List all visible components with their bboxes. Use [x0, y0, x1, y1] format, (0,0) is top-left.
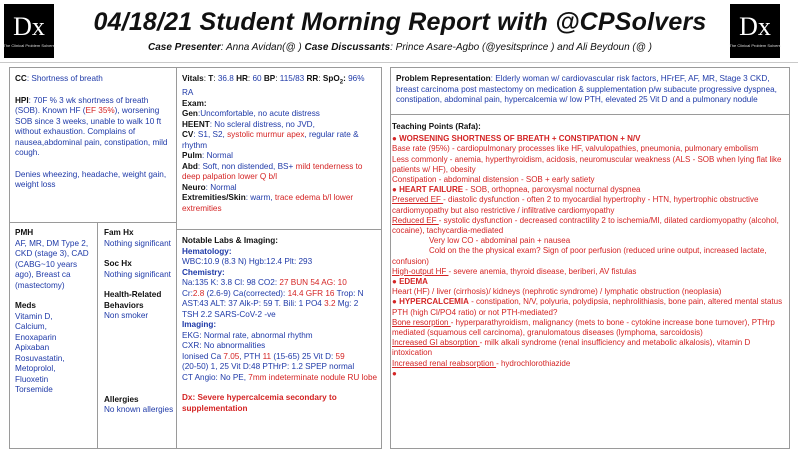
tp-hypercalcemia-heading: ● HYPERCALCEMIA - constipation, N/V, polyuria, polydipsia, nephrolithiasis, bone pain, altered mental status: [392, 297, 783, 307]
imaging-cxr: CXR: No abnormalities: [182, 341, 266, 350]
problem-representation: [396, 74, 786, 106]
pmh-fam-divider: [97, 222, 98, 449]
calcium-pth-line: Ionised Ca 7.05, PTH 11 (15-65) 25 Vit D: 59: [182, 351, 345, 361]
tp-cold-exam: Cold on the the physical exam? Sign of poor perfusion (reduced urine output, increased lactate, confusion): [392, 246, 767, 266]
labs-imaging-panel: [182, 236, 378, 414]
tp-pth-question: PTH (high Cl/PO4 ratio) or not PTH-mediated?: [392, 307, 558, 317]
column-divider-left: [176, 67, 177, 449]
tp-low-co: Very low CO - abdominal pain + nausea: [429, 236, 571, 246]
logo-text: Dx: [13, 12, 45, 41]
diagnosis: Dx: Severe hypercalcemia secondary to supplementation: [182, 393, 337, 413]
med-item: Apixaban: [15, 343, 50, 352]
tp-gi-absorption: Increased GI absorption - milk alkali syndrome (renal insufficiency and metabolic alkalosis), vitamin D intoxication: [392, 338, 751, 358]
allergies-value: No known allergies: [104, 405, 174, 414]
health-behaviors-value: Non smoker: [104, 311, 149, 320]
cc-hpi-panel: [15, 74, 171, 191]
cc-pmh-divider: [9, 222, 176, 223]
chemistry-line-4: TSH 2.2 SARS-CoV-2 -ve: [182, 309, 276, 319]
labs-heading: Notable Labs & Imaging:: [182, 236, 278, 245]
med-item: Rosuvastatin,: [15, 353, 65, 363]
med-item: Torsemide: [15, 385, 53, 394]
vitals: Vitals: T: 36.8 HR: 60 BP: 115/83 RR: SpO$_2$: 96% RA: [182, 74, 365, 98]
case-credits: Case Presenter: Anna Avidan(@ ) Case Discussants: Prince Asare-Agbo (@yesitsprince ) and Ali Beydoun (@ ): [147, 42, 653, 53]
exam-extremities: Extremities/Skin: warm, trace edema b/l lower extremities: [182, 193, 354, 213]
tp-high-output: High-output HF - severe anemia, thyroid disease, beriberi, AV fistulas: [392, 266, 637, 276]
chief-complaint: CC: Shortness of breath: [15, 74, 103, 83]
fam-hx-value: Nothing significant: [104, 238, 171, 248]
chemistry-line-3: AST:43 ALT: 37 Alk-P: 59 T. Bili: 1 PO4 3.2 Mg: 2: [182, 299, 359, 308]
med-item: Enoxaparin: [15, 332, 57, 342]
tp-edema-causes: Heart (HF) / liver (cirrhosis)/ kidneys (nephrotic syndrome) / lymphatic obstruction (neoplasia): [392, 287, 722, 297]
imaging-heading: Imaging:: [182, 320, 217, 329]
hpi: HPI: 70F % 3 wk shortness of breath (SOB). Known HF (EF 35%), worsening SOB since 3 weeks, unable to walk 10 ft without exhaustion. Complains of nausea,abdominal pain, constipation, mild cough.: [15, 95, 168, 157]
tp-hf-heading: ● HEART FAILURE - SOB, orthopnea, paroxysmal nocturnal dyspnea: [392, 185, 641, 195]
hpi-pertinent-negatives: Denies wheezing, headache, weight gain, weight loss: [15, 169, 167, 189]
hematology-values: WBC:10.9 (8.3 N) Hgb:12.4 Plt: 293: [182, 257, 313, 266]
meds-list: [15, 312, 95, 396]
chemistry-line-1: Na:135 K: 3.8 Cl: 98 CO2: 27 BUN 54 AG: 10: [182, 278, 347, 287]
chemistry-line-2: Cr:2.8 (2.6-9) Ca(corrected): 14.4 GFR 16 Trop: N: [182, 288, 364, 298]
exam-heading: Exam:: [182, 98, 207, 108]
pmh-panel: [15, 228, 95, 396]
tp-edema-heading: ● EDEMA: [392, 277, 428, 287]
exam-neuro: Neuro: Normal: [182, 182, 237, 192]
med-item: Fluoxetin: [15, 374, 49, 384]
tp-preserved-ef: Preserved EF - diastolic dysfunction - often 2 to myocardial hypertrophy - HTN, hypertrophic obstructive cardiomyopathy but also restrictive / infiltrative cardiomyopathy: [392, 195, 759, 215]
exam-heent: HEENT: No scleral distress, no JVD,: [182, 119, 315, 129]
tp-sob-base-rate: Base rate (95%) - cardiopulmonary processes like HF, valvulopathies, pneumonia, pulmonary embolism: [392, 144, 759, 154]
med-item: Metoprolol,: [15, 364, 56, 373]
problem-teaching-divider: [390, 114, 790, 115]
exam-cv: CV: S1, S2, systolic murmur apex, regular rate & rhythm: [182, 130, 359, 150]
vitals-labs-divider: [176, 229, 382, 230]
cps-logo-left: [4, 4, 54, 58]
soc-hx-value: Nothing significant: [104, 269, 171, 279]
tp-sob-less-common: Less commonly - anemia, hyperthyroidism, acidosis, neuromuscular weakness (ALS - SOB when lying flat like patients w/ HF), obesity: [392, 154, 782, 174]
vitamin-d-line: (20-50) 1, 25 Vit D:48 PTHrP: 1.2 SPEP normal: [182, 362, 355, 371]
tp-trailing-bullet: ●: [392, 368, 397, 378]
vitals-exam-panel: [182, 74, 378, 214]
exam-abd: Abd: Soft, non distended, BS+ mild tenderness to deep palpation lower Q b/l: [182, 161, 363, 182]
pmh-value: AF, MR, DM Type 2, CKD (stage 3), CAD (CABG~10 years ago), Breast ca (mastectomy): [15, 238, 89, 290]
logo-text: Dx: [739, 12, 771, 41]
tp-constipation: Constipation - abdominal distension - SOB + early satiety: [392, 175, 595, 185]
tp-reduced-ef: Reduced EF - systolic dysfunction - decreased contractility 2 to ischemia/MI, dilated cardiomyopathy (alcohol, cocaine), tachycardia-mediated: [392, 215, 779, 236]
chemistry-heading: Chemistry:: [182, 267, 225, 277]
ct-angio-line: CT Angio: No PE, 7mm indeterminate nodule RU lobe: [182, 372, 378, 382]
tp-renal-reabsorption: Increased renal reabsorption - hydrochlorothiazide: [392, 358, 571, 368]
meds-heading: Meds: [15, 301, 36, 310]
exam-gen: Gen:Uncomfortable, no acute distress: [182, 109, 320, 119]
pmh-heading: PMH: [15, 228, 34, 237]
med-item: Calcium,: [15, 322, 47, 331]
logo-subtitle: The Clinical Problem Solvers: [729, 43, 781, 48]
imaging-ekg: EKG: Normal rate, abnormal rhythm: [182, 330, 313, 340]
fam-hx-heading: Fam Hx: [104, 228, 134, 237]
soc-hx-heading: Soc Hx: [104, 259, 132, 268]
social-panel: [104, 228, 174, 416]
exam-pulm: Pulm: Normal: [182, 151, 233, 161]
tp-bone-resorption: Bone resorption - hyperparathyroidism, malignancy (mets to bone - cytokine increase bone turnover), PTHrp mediated (squamous cell carcinoma), granulomatous diseases (lymphoma, sarcoidosis): [392, 317, 775, 338]
header-divider: [0, 62, 798, 63]
med-item: Vitamin D,: [15, 311, 53, 321]
hematology-heading: Hematology:: [182, 246, 232, 256]
teaching-points: [392, 122, 786, 379]
tp-sob-heading: ● WORSENING SHORTNESS OF BREATH + CONSTIPATION + N/V: [392, 134, 641, 144]
problem-representation-text: Problem Representation: Elderly woman w/ cardiovascular risk factors, HFrEF, AF, MR, Stage 3 CKD, breast carcinoma post mastectomy on medication & supplementation p/w subacute progressive dyspnea, constipation, abdominal pain, hypercalcemia w/ low PTH, elevated 25 Vit D and a pulmonary nodule: [396, 74, 777, 104]
teaching-heading: Teaching Points (Rafa):: [392, 122, 481, 131]
health-behaviors-heading: Health-Related Behaviors: [104, 290, 162, 310]
cps-logo-right: [730, 4, 780, 58]
allergies-heading: Allergies: [104, 394, 139, 404]
logo-subtitle: The Clinical Problem Solvers: [3, 43, 55, 48]
page-title: 04/18/21 Student Morning Report with @CPSolvers: [93, 8, 707, 36]
